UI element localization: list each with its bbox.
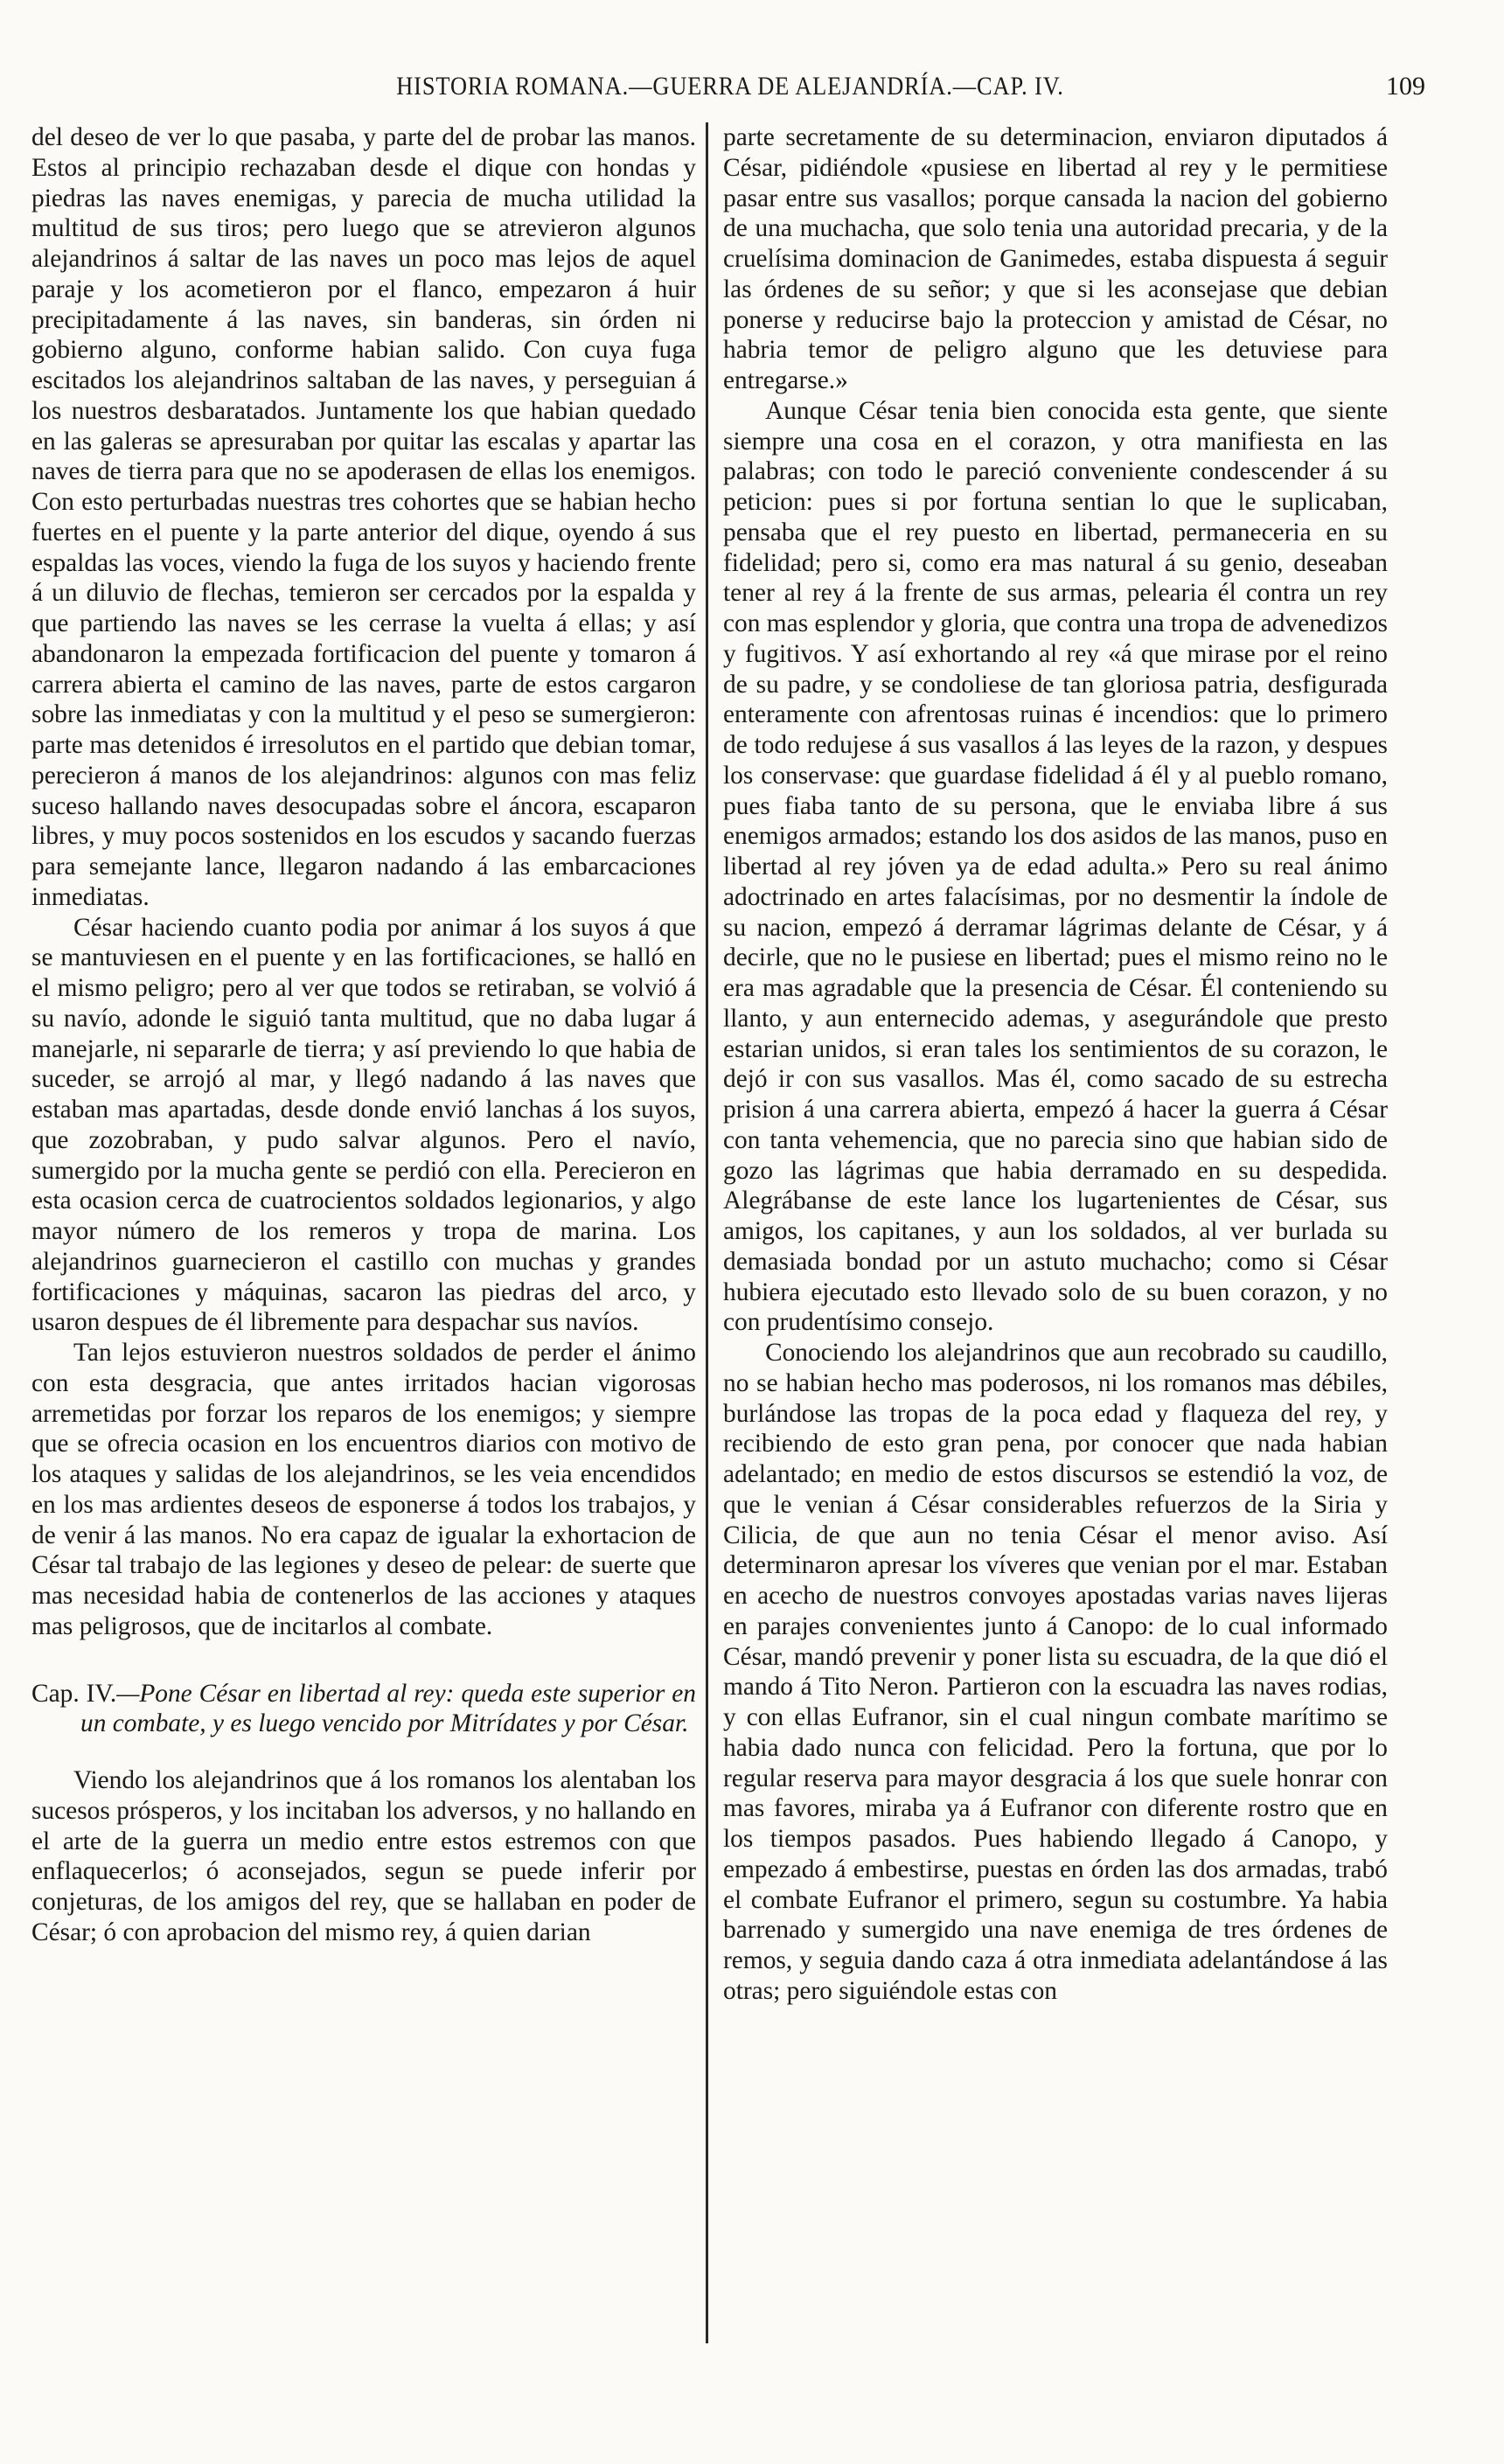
running-head — [35, 72, 1425, 110]
chapter-label: Cap. IV. — [31, 1679, 117, 1708]
chapter-summary: —Pone César en libertad al rey: queda este superior en un combate, y es luego vencido por Mitrídates y por César. — [80, 1679, 696, 1738]
chapter-heading — [31, 1679, 696, 1740]
left-column — [31, 122, 696, 1948]
left-paragraph-1: del deseo de ver lo que pasaba, y parte del de probar las manos. Estos al principio rechazaban desde el dique con hondas y piedras las naves enemigas, y parecia de mucha utilidad la multitud de sus tiros; pero luego que se atrevieron algunos alejandrinos á saltar de las naves un poco mas lejos de aquel paraje y los acometieron por el flanco, empezaron á huir precipitadamente á las naves, sin banderas, sin órden ni gobierno alguno, conforme habian salido. Con cuya fuga escitados los alejandrinos saltaban de las naves, y perseguian á los nuestros desbaratados. Juntamente los que habian quedado en las galeras se apresuraban por quitar las escalas y apartar las naves de tierra para que no se apoderasen de ellas los enemigos. Con esto perturbadas nuestras tres cohortes que se habian hecho fuertes en el puente y la parte anterior del dique, oyendo á sus espaldas las voces, viendo la fuga de los suyos y haciendo frente á un diluvio de flechas, temieron ser cercados por la espalda y que partiendo las naves se les cerrase la vuelta á ellas; y así abandonaron la empezada fortificacion del puente y tomaron á carrera abierta el camino de las naves, parte de estos cargaron sobre las inmediatas y con la multitud y el peso se sumergieron: parte mas detenidos é irresolutos en el partido que debian tomar, perecieron á manos de los alejandrinos: algunos con mas feliz suceso hallando naves desocupadas sobre el áncora, escaparon libres, y muy pocos sostenidos en los escudos y sacando fuerzas para semejante lance, llegaron nadando á las embarcaciones inmediatas. — [31, 123, 696, 911]
running-head-title: HISTORIA ROMANA.—GUERRA DE ALEJANDRÍA.—CAP. IV. — [396, 72, 1064, 101]
page-number: 109 — [1386, 72, 1425, 101]
left-paragraph-2: César haciendo cuanto podia por animar á los suyos á que se mantuviesen en el puente y en las fortificaciones, se halló en el mismo peligro; pero al ver que todos se retiraban, se volvió á su navío, adonde le siguió tanta multitud, que no daba lugar á manejarle, ni separarle de tierra; y así previendo lo que habia de suceder, se arrojó al mar, y llegó nadando á las naves que estaban mas apartadas, desde donde envió lanchas á los suyos, que zozobraban, y pudo salvar algunos. Pero el navío, sumergido por la mucha gente se perdió con ella. Perecieron en esta ocasion cerca de cuatrocientos soldados legionarios, y algo mayor número de los remeros y tropa de marina. Los alejandrinos guarnecieron el castillo con muchas y grandes fortificaciones y máquinas, sacaron las piedras del arco, y usaron despues de él libremente para despachar sus navíos. — [31, 913, 696, 1337]
right-paragraph-2: Aunque César tenia bien conocida esta gente, que siente siempre una cosa en el corazon, y otra manifiesta en las palabras; con todo le pareció conveniente condescender á su peticion: pues si por fortuna sentian lo que le suplicaban, pensaba que el rey puesto en libertad, permaneceria en su fidelidad; pero si, como era mas natural á su genio, deseaban tener al rey á la frente de sus armas, pelearia él contra un rey con mas esplendor y gloria, que contra una tropa de advenedizos y fugitivos. Y así exhortando al rey «á que mirase por el reino de su padre, y se condoliese de tan gloriosa patria, desfigurada enteramente con afrentosas ruinas é incendios: que lo primero de todo redujese á sus vasallos á las leyes de la razon, y despues los conservase: que guardase fidelidad á él y al pueblo romano, pues fiaba tanto de su persona, que le enviaba libre á sus enemigos armados; estando los dos asidos de las manos, puso en libertad al rey jóven ya de edad adulta.» Pero su real ánimo adoctrinado en artes falacísimas, por no desmentir la índole de su nacion, empezó á derramar lágrimas delante de César, y á decirle, que no le pusiese en libertad; pues el mismo reino no le era mas agradable que la presencia de César. Él conteniendo su llanto, y aun enternecido ademas, y asegurándole que presto estarian unidos, si eran tales los sentimientos de su corazon, le dejó ir con sus vasallos. Mas él, como sacado de su estrecha prision á una carrera abierta, empezó á hacer la guerra á César con tanta vehemencia, que no parecia sino que habian sido de gozo las lágrimas que habia derramado en su despedida. Alegrábanse de este lance los lugartenientes de César, sus amigos, los capitanes, y aun los soldados, al ver burlada su demasiada bondad por un astuto muchacho; como si César hubiera ejecutado esto llevado solo de su buen corazon, y no con prudentísimo consejo. — [723, 396, 1388, 1337]
right-paragraph-1: parte secretamente de su determinacion, enviaron diputados á César, pidiéndole «pusiese en libertad al rey y le permitiese pasar entre sus vasallos; porque cansada la nacion del gobierno de una muchacha, que solo tenia una autoridad precaria, y de la cruelísima dominacion de Ganimedes, estaba dispuesta á seguir las órdenes de su señor; y que si les aconsejase que debian ponerse y reducirse bajo la proteccion y amistad de César, no habria temor de peligro alguno que les detuviese para entregarse.» — [723, 123, 1388, 394]
right-paragraph-3: Conociendo los alejandrinos que aun recobrado su caudillo, no se habian hecho mas poderosos, ni los romanos mas débiles, burlándose las tropas de la poca edad y flaqueza del rey, y recibiendo de esto gran pena, por conocer que nada habian adelantado; en medio de estos discursos se estendió la voz, de que le venian á César considerables refuerzos de la Siria y Cilicia, de que aun no tenia César el menor aviso. Así determinaron apresar los víveres que venian por el mar. Estaban en acecho de nuestros convoyes apostadas varias naves lijeras en parajes convenientes junto á Canopo: de lo cual informado César, mandó prevenir y poner lista su escuadra, de la que dió el mando á Tito Neron. Partieron con la escuadra las naves rodias, y con ellas Eufranor, sin el cual ningun combate marítimo se habia dado nunca con felicidad. Pero la fortuna, que por lo regular reserva para mayor desgracia á los que suele honrar con mas favores, miraba ya á Eufranor con diferente rostro que en los tiempos pasados. Pues habiendo llegado á Canopo, y empezado á embestirse, puestas en órden las dos armadas, trabó el combate Eufranor el primero, segun su costumbre. Ya habia barrenado y sumergido una nave enemiga de tres órdenes de remos, y seguia dando caza á otra inmediata adelantándose á las otras; pero siguiéndole estas con — [723, 1339, 1388, 2005]
column-divider — [706, 122, 708, 2343]
right-column — [723, 122, 1388, 2007]
left-paragraph-3: Tan lejos estuvieron nuestros soldados de perder el ánimo con esta desgracia, que antes irritados hacian vigorosas arremetidas por forzar los reparos de los enemigos; y siempre que se ofrecia ocasion en los encuentros diarios con motivo de los ataques y salidas de los alejandrinos, se les veia encendidos en los mas ardientes deseos de esponerse á todos los trabajos, y de venir á las manos. No era capaz de igualar la exhortacion de César tal trabajo de las legiones y deseo de pelear: de suerte que mas necesidad habia de contenerlos de las acciones y ataques mas peligrosos, que de incitarlos al combate. — [31, 1339, 696, 1640]
left-paragraph-4: Viendo los alejandrinos que á los romanos los alentaban los sucesos prósperos, y los incitaban los adversos, y no hallando en el arte de la guerra un medio entre estos estremos con que enflaquecerlos; ó aconsejados, segun se puede inferir por conjeturas, de los amigos del rey, que se hallaban en poder de César; ó con aprobacion del mismo rey, á quien darian — [31, 1766, 696, 1946]
